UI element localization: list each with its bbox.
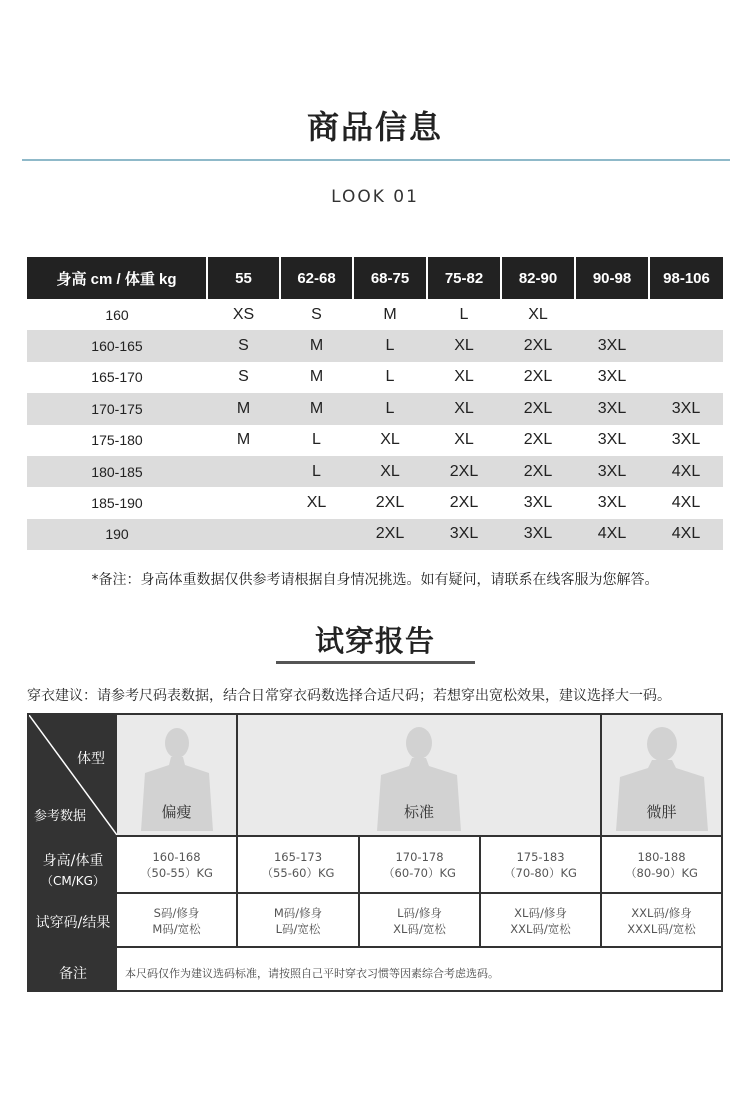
size-cell: S: [207, 330, 280, 361]
height-cell: 175-180: [27, 425, 207, 456]
body-type-label: 微胖: [646, 803, 677, 821]
body-type-label: 标准: [403, 803, 434, 821]
size-row: [27, 425, 723, 456]
height-weight-label: 身高/体重: [42, 853, 104, 869]
height-weight-value: [238, 849, 358, 881]
size-cell: XL: [427, 330, 501, 361]
remark-text: 本尺码仅作为建议选码标准，请按照自己平时穿衣习惯等因素综合考虑选码。: [125, 967, 499, 980]
size-cell: L: [427, 299, 501, 330]
size-cell: 2XL: [501, 330, 575, 361]
trial-size-value: [602, 905, 721, 937]
fit-advice: 穿衣建议：请参考尺码表数据，结合日常穿衣码数选择合适尺码；若想穿出宽松效果，建议选择大一码。: [27, 688, 671, 704]
weight-range: （60-70）KG: [383, 866, 456, 880]
size-cell: 2XL: [353, 487, 427, 518]
size-cell: 3XL: [427, 519, 501, 550]
height-range: 175-183: [516, 850, 565, 864]
size-cell: 2XL: [501, 393, 575, 424]
size-cell: 3XL: [575, 393, 649, 424]
body-type-slim-cell: [117, 715, 236, 835]
size-cell: [649, 362, 723, 393]
size-header-label: 身高 cm / 体重 kg: [27, 257, 207, 299]
trial-size-value: [238, 905, 358, 937]
weight-header: 98-106: [649, 257, 723, 299]
size-row: [27, 393, 723, 424]
size-cell: M: [207, 393, 280, 424]
size-cell: [207, 519, 280, 550]
corner-bottom-label: 参考数据: [34, 809, 87, 824]
trial-size-value: [481, 905, 600, 937]
report-title: 试穿报告: [314, 624, 435, 658]
height-cell: 180-185: [27, 456, 207, 487]
height-weight-value: [602, 849, 721, 881]
size-cell: XL: [427, 362, 501, 393]
size-cell: XL: [353, 425, 427, 456]
size-cell: 3XL: [501, 487, 575, 518]
size-row: [27, 299, 723, 330]
size-cell: XL: [501, 299, 575, 330]
size-cell: [575, 299, 649, 330]
fit-report-table: [27, 713, 723, 992]
size-cell: S: [280, 299, 353, 330]
size-cell: 4XL: [575, 519, 649, 550]
fit-loose: XXXL码/宽松: [627, 922, 696, 936]
size-row: [27, 330, 723, 361]
size-cell: 2XL: [501, 362, 575, 393]
body-type-plus-cell: [602, 715, 721, 835]
size-cell: XL: [353, 456, 427, 487]
height-cell: 170-175: [27, 393, 207, 424]
height-cell: 185-190: [27, 487, 207, 518]
size-row: [27, 456, 723, 487]
height-range: 165-173: [273, 850, 323, 864]
trial-size-value: [117, 905, 236, 937]
body-type-standard-cell: [238, 715, 600, 835]
size-cell: 3XL: [575, 456, 649, 487]
size-cell: M: [353, 299, 427, 330]
fit-slim: M码/修身: [273, 906, 323, 920]
fit-slim: S码/修身: [153, 906, 200, 920]
size-cell: M: [207, 425, 280, 456]
trial-size-row-label: 试穿码/结果: [35, 915, 111, 931]
row-divider: [29, 892, 721, 894]
size-cell: 3XL: [649, 425, 723, 456]
size-cell: M: [280, 393, 353, 424]
weight-range: （70-80）KG: [504, 866, 577, 880]
look-label: LOOK 01: [331, 187, 419, 207]
size-cell: XL: [427, 425, 501, 456]
size-cell: S: [207, 362, 280, 393]
weight-range: （55-60）KG: [261, 866, 335, 880]
size-cell: 3XL: [575, 487, 649, 518]
fit-loose: L码/宽松: [275, 922, 321, 936]
size-cell: 2XL: [427, 456, 501, 487]
size-chart-table: [27, 257, 723, 550]
size-cell: 3XL: [575, 425, 649, 456]
size-cell: [280, 519, 353, 550]
size-cell: [649, 330, 723, 361]
row-divider: [29, 946, 721, 948]
height-range: 180-188: [637, 850, 686, 864]
fit-loose: XL码/宽松: [393, 922, 446, 936]
fit-slim: L码/修身: [397, 906, 442, 920]
size-cell: [207, 456, 280, 487]
size-cell: M: [280, 330, 353, 361]
fit-slim: XXL码/修身: [631, 906, 692, 920]
corner-top-label: 体型: [77, 751, 105, 767]
title-divider: [22, 159, 730, 161]
column-divider: [236, 715, 238, 835]
remark-row-label: 备注: [59, 966, 87, 982]
size-cell: 2XL: [427, 487, 501, 518]
height-cell: 165-170: [27, 362, 207, 393]
size-cell: L: [280, 456, 353, 487]
weight-header: 82-90: [501, 257, 575, 299]
weight-header: 55: [207, 257, 280, 299]
size-cell: 3XL: [649, 393, 723, 424]
corner-header-cell: [29, 715, 117, 835]
height-weight-value: [481, 849, 600, 881]
fit-loose: M码/宽松: [152, 922, 201, 936]
height-weight-row-label: [29, 850, 117, 889]
height-cell: 160: [27, 299, 207, 330]
fit-slim: XL码/修身: [514, 906, 567, 920]
size-note: *备注：身高体重数据仅供参考请根据自身情况挑选。如有疑问，请联系在线客服为您解答。: [91, 572, 659, 588]
size-cell: L: [353, 362, 427, 393]
weight-range: （50-55）KG: [140, 866, 213, 880]
size-cell: 3XL: [575, 362, 649, 393]
weight-header: 68-75: [353, 257, 427, 299]
weight-header: 75-82: [427, 257, 501, 299]
report-title-underline: [276, 661, 475, 664]
page-title: 商品信息: [306, 108, 443, 146]
size-cell: XS: [207, 299, 280, 330]
height-cell: 190: [27, 519, 207, 550]
size-cell: 2XL: [501, 425, 575, 456]
weight-header: 62-68: [280, 257, 353, 299]
size-row: [27, 487, 723, 518]
size-row: [27, 362, 723, 393]
fit-loose: XXL码/宽松: [510, 922, 571, 936]
size-cell: 2XL: [353, 519, 427, 550]
size-cell: XL: [427, 393, 501, 424]
size-cell: L: [353, 330, 427, 361]
size-cell: L: [353, 393, 427, 424]
size-cell: 3XL: [501, 519, 575, 550]
size-cell: L: [280, 425, 353, 456]
height-cell: 160-165: [27, 330, 207, 361]
size-header-row: [27, 257, 723, 299]
size-cell: 4XL: [649, 519, 723, 550]
weight-range: （80-90）KG: [625, 866, 698, 880]
size-row: [27, 519, 723, 550]
height-weight-value: [117, 849, 236, 881]
body-type-label: 偏瘦: [161, 803, 192, 821]
height-range: 170-178: [395, 850, 444, 864]
weight-header: 90-98: [575, 257, 649, 299]
height-weight-unit: （CM/KG）: [41, 874, 105, 888]
height-range: 160-168: [152, 850, 201, 864]
size-cell: 4XL: [649, 456, 723, 487]
trial-size-value: [360, 905, 479, 937]
row-divider: [29, 835, 721, 837]
size-cell: M: [280, 362, 353, 393]
size-cell: 3XL: [575, 330, 649, 361]
size-cell: [649, 299, 723, 330]
size-cell: [207, 487, 280, 518]
size-cell: XL: [280, 487, 353, 518]
column-divider: [600, 715, 602, 835]
size-cell: 4XL: [649, 487, 723, 518]
height-weight-value: [360, 849, 479, 881]
size-cell: 2XL: [501, 456, 575, 487]
